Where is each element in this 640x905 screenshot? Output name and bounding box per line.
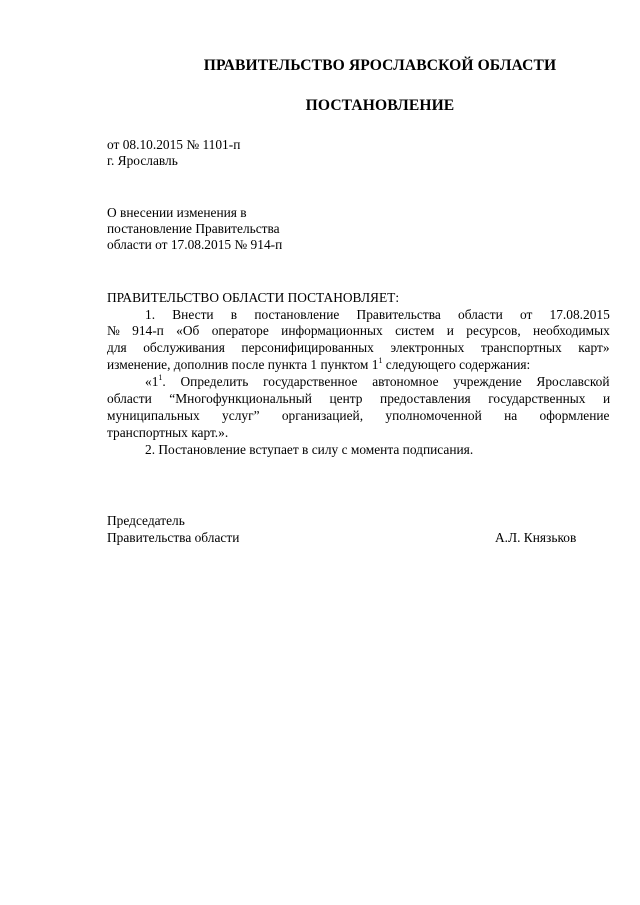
city: г. Ярославль xyxy=(107,153,178,168)
subject-line-2: постановление Правительства xyxy=(107,221,280,236)
paragraph-2: 2. Постановление вступает в силу с момента подписания. xyxy=(145,442,474,457)
paragraph-1-line-2: № 914-п «Об операторе информационных систем и ресурсов, необходимых xyxy=(107,323,610,338)
superscript-mark: 1 xyxy=(378,356,383,365)
paragraph-1-line-4 xyxy=(107,357,530,373)
paragraph-1-line-1: 1. Внести в постановление Правительства области от 17.08.2015 xyxy=(145,307,610,322)
paragraph-1-line-3: для обслуживания персонифицированных электронных транспортных карт» xyxy=(107,340,610,355)
quote-line-4: транспортных карт.». xyxy=(107,425,229,440)
quote-line-1-text: . Определить государственное автономное учреждение Ярославской xyxy=(162,374,610,389)
quote-line-2: области “Многофункциональный центр предоставления государственных и xyxy=(107,391,611,406)
quote-open: «1 xyxy=(145,374,159,389)
quote-line-3: муниципальных услуг” организацией, уполномоченной на оформление xyxy=(107,408,610,423)
subject-line-3: области от 17.08.2015 № 914-п xyxy=(107,237,283,252)
paragraph-1-line-4-tail: следующего содержания: xyxy=(382,357,531,372)
document-type-title: ПОСТАНОВЛЕНИЕ xyxy=(305,97,455,114)
signatory-name: А.Л. Князьков xyxy=(495,530,577,545)
date-number: от 08.10.2015 № 1101-п xyxy=(107,137,241,152)
quote-line-1 xyxy=(145,374,610,390)
paragraph-1-line-4-text: изменение, дополнив после пункта 1 пунктом 1 xyxy=(107,357,379,372)
subject-line-1: О внесении изменения в xyxy=(107,205,247,220)
government-title: ПРАВИТЕЛЬСТВО ЯРОСЛАВСКОЙ ОБЛАСТИ xyxy=(203,57,557,74)
signature-title-line-2: Правительства области xyxy=(107,530,240,545)
signature-title-line-1: Председатель xyxy=(107,513,185,528)
superscript-mark: 1 xyxy=(158,373,163,382)
decree-heading: ПРАВИТЕЛЬСТВО ОБЛАСТИ ПОСТАНОВЛЯЕТ: xyxy=(107,290,400,305)
